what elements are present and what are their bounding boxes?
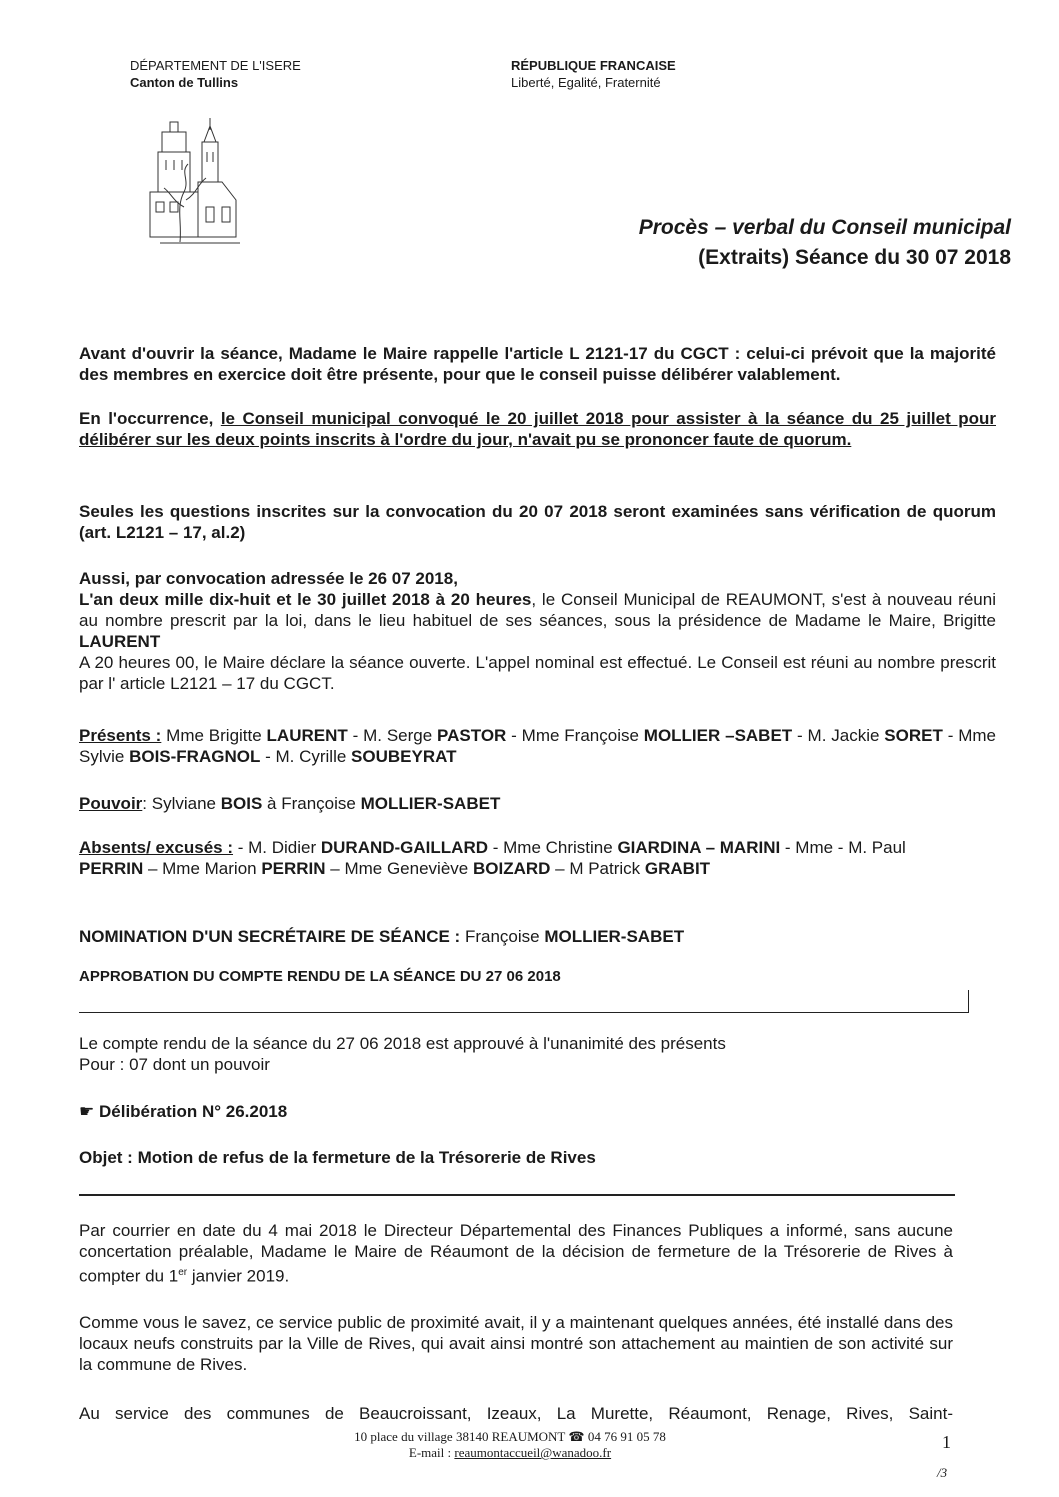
approbation-heading: APPROBATION DU COMPTE RENDU DE LA SÉANCE DU 27 06 2018 — [79, 968, 561, 985]
body-paragraph-1 — [79, 1220, 953, 1287]
presents-text: - M. Serge — [347, 726, 438, 745]
presents-text: - M. Cyrille — [260, 747, 352, 766]
footer-email-link[interactable]: reaumontaccueil@wanadoo.fr — [454, 1445, 612, 1460]
member-name: SORET — [884, 726, 943, 745]
approbation-line-2: Pour : 07 dont un pouvoir — [79, 1055, 270, 1074]
title-line-1: Procès – verbal du Conseil municipal — [638, 216, 1011, 239]
nomination-text: Françoise — [460, 927, 545, 946]
member-name: LAURENT — [266, 726, 348, 745]
absents-text: – Mme Geneviève — [325, 859, 473, 878]
member-name: PASTOR — [437, 726, 507, 745]
objet-rule — [79, 1194, 955, 1196]
footer-address-block — [300, 1429, 720, 1461]
presents-block — [79, 725, 996, 767]
absents-text: - Mme - M. Paul — [780, 838, 906, 857]
title-line-2: (Extraits) Séance du 30 07 2018 — [698, 246, 1011, 269]
footer-address: 10 place du village 38140 REAUMONT — [354, 1429, 566, 1444]
intro-text-2-prefix: En l'occurrence, — [79, 409, 221, 428]
body-text-3: Au service des communes de Beaucroissant, Izeaux, La Murette, Réaumont, Renage, Rives, Saint- — [79, 1404, 953, 1423]
member-name: MOLLIER-SABET — [360, 794, 501, 813]
absents-text: – Mme Marion — [143, 859, 262, 878]
header-departement-block — [130, 57, 301, 91]
nomination-label: NOMINATION D'UN SECRÉTAIRE DE SÉANCE : — [79, 927, 461, 946]
intro-text-2 — [79, 408, 996, 450]
pouvoir-text: à Françoise — [262, 794, 361, 813]
approbation-rule-tick — [968, 990, 969, 1013]
member-name: GIARDINA – MARINI — [617, 838, 781, 857]
approbation-line-1: Le compte rendu de la séance du 27 06 2018 est approuvé à l'unanimité des présents — [79, 1034, 726, 1053]
village-logo-icon — [140, 112, 250, 248]
pouvoir-label: Pouvoir — [79, 794, 143, 813]
member-name: BOIZARD — [472, 859, 551, 878]
republique-label: RÉPUBLIQUE FRANCAISE — [511, 58, 676, 73]
canton-label: Canton de Tullins — [130, 75, 239, 90]
absents-block — [79, 837, 959, 879]
nomination-block — [79, 926, 996, 947]
absents-label: Absents/ excusés : — [79, 838, 234, 857]
absents-text: – M Patrick — [550, 859, 645, 878]
pouvoir-text: : Sylviane — [142, 794, 221, 813]
header-republique-block — [511, 57, 676, 91]
ouverture-text: A 20 heures 00, le Maire déclare la séance ouverte. L'appel nominal est effectué. Le Conseil est réuni au nombre prescrit par l' article L2121 – 17 du CGCT. — [79, 653, 996, 693]
presents-text: - Mme Françoise — [506, 726, 644, 745]
body-text-1-end: janvier 2019. — [187, 1266, 290, 1286]
superscript-er: er — [178, 1267, 188, 1278]
intro-paragraph-3 — [79, 501, 996, 543]
secretaire-name: MOLLIER-SABET — [544, 927, 685, 946]
maire-name: LAURENT — [79, 632, 161, 651]
presents-text: Mme Brigitte — [161, 726, 267, 745]
member-name: DURAND-GAILLARD — [320, 838, 489, 857]
intro-paragraph-4 — [79, 568, 996, 694]
presents-label: Présents : — [79, 726, 162, 745]
deliberation-number: Délibération N° 26.2018 — [98, 1102, 288, 1121]
objet-line — [79, 1147, 996, 1168]
absents-text: - M. Didier — [233, 838, 321, 857]
body-paragraph-2 — [79, 1312, 953, 1375]
phone-icon: ☎ — [568, 1429, 585, 1444]
seance-date: L'an deux mille dix-huit et le 30 juillet 2018 à 20 heures — [79, 590, 532, 609]
body-text-1: Par courrier en date du 4 mai 2018 le Directeur Départemental des Finances Publiques a informé, sans aucune concertation préalable, Madame le Maire de Réaumont de la décision de fermeture de la Trésorerie de Rives à compter du 1 — [79, 1221, 953, 1286]
intro-text-2-underlined: le Conseil municipal convoqué le 20 juillet 2018 pour assister à la séance du 25 juillet pour délibérer sur les deux points inscrits à l'ordre du jour, n'avait pu se prononcer faute de quorum. — [79, 409, 996, 449]
pouvoir-block — [79, 793, 996, 814]
member-name: GRABIT — [644, 859, 711, 878]
pointing-hand-icon: ☛ — [79, 1102, 95, 1121]
seance-line — [79, 589, 996, 652]
page-total: /3 — [937, 1465, 948, 1480]
approbation-rule — [79, 1012, 969, 1013]
devise-label: Liberté, Egalité, Fraternité — [511, 75, 661, 90]
approbation-text-block — [79, 1033, 996, 1075]
intro-text-3: Seules les questions inscrites sur la convocation du 20 07 2018 seront examinées sans vérification de quorum (art. L2121 – 17, al.2) — [79, 502, 996, 542]
convocation-line: Aussi, par convocation adressée le 26 07 2018, — [79, 569, 458, 588]
member-name: BOIS — [220, 794, 263, 813]
objet-text: Motion de refus de la fermeture de la Trésorerie de Rives — [132, 1148, 596, 1167]
member-name: PERRIN — [79, 859, 144, 878]
departement-label: DÉPARTEMENT DE L'ISERE — [130, 58, 301, 73]
seance-text: , le Conseil Municipal de REAUMONT, s'est à nouveau réuni au nombre prescrit par la loi, dans le lieu habituel de ses séances, sous la présidence de Madame le Maire, Brigitte — [79, 590, 996, 630]
member-name: SOUBEYRAT — [351, 747, 457, 766]
intro-paragraph-2 — [79, 408, 996, 450]
presents-text: - Mme Sylvie — [79, 726, 996, 766]
presents-text: - M. Jackie — [792, 726, 885, 745]
page-number: 1 — [942, 1432, 951, 1452]
document-title — [639, 213, 1011, 273]
member-name: MOLLIER –SABET — [643, 726, 793, 745]
intro-paragraph-1 — [79, 343, 996, 385]
member-name: BOIS-FRAGNOL — [129, 747, 261, 766]
absents-text: - Mme Christine — [488, 838, 618, 857]
body-paragraph-3 — [79, 1403, 953, 1424]
body-text-2: Comme vous le savez, ce service public de proximité avait, il y a maintenant quelques années, été installé dans des locaux neufs construits par la Ville de Rives, qui avait ainsi montré son attachement au maintien de son activité sur la commune de Rives. — [79, 1313, 953, 1374]
objet-label: Objet : — [79, 1148, 133, 1167]
footer-email-label: E-mail : — [408, 1445, 455, 1460]
intro-text-1: Avant d'ouvrir la séance, Madame le Maire rappelle l'article L 2121-17 du CGCT : celui-ci prévoit que la majorité des membres en exercice doit être présente, pour que le conseil puisse délibérer valablement. — [79, 344, 996, 384]
footer-phone: 04 76 91 05 78 — [584, 1429, 666, 1444]
member-name: PERRIN — [261, 859, 326, 878]
deliberation-heading — [79, 1101, 996, 1122]
